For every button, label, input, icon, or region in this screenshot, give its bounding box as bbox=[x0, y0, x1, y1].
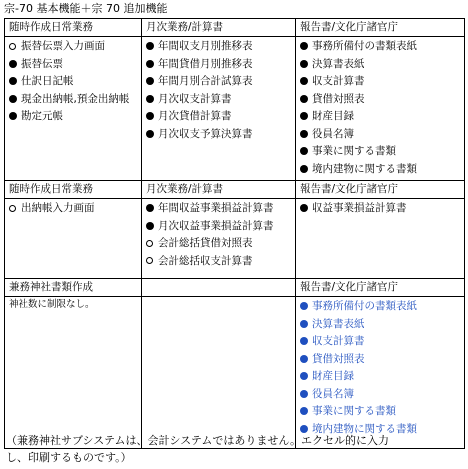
filled-circle-icon bbox=[146, 42, 154, 50]
section-3-col3-header: 報告書/文化庁諸官庁 bbox=[296, 279, 465, 297]
footnote-line-2: し、印刷するものです。） bbox=[6, 451, 132, 464]
list-item-label: 年間収支月別推移表 bbox=[158, 40, 253, 52]
list-item-label: 会計総括収支計算書 bbox=[158, 254, 253, 267]
list-item-label: 年間貸借月別推移表 bbox=[158, 57, 253, 70]
list-item-label: 振替伝票入力画面 bbox=[21, 40, 105, 52]
footnote-line-1: （兼務神社サブシステムは、会計システムではありません。エクセル的に入力 bbox=[6, 434, 390, 447]
list-item bbox=[300, 38, 460, 56]
filled-circle-icon bbox=[146, 112, 154, 120]
shrine-limit-note: 神社数に制限なし。 bbox=[9, 299, 95, 310]
list-item-label: 収益事業損益計算書 bbox=[312, 202, 407, 214]
list-item bbox=[146, 56, 291, 74]
list-item bbox=[146, 253, 291, 271]
section-3-col2-header bbox=[142, 279, 296, 297]
list-item bbox=[300, 91, 460, 109]
section-2-col2-cell bbox=[142, 199, 296, 279]
section-3-col1-header: 兼務神社書類作成 bbox=[5, 279, 142, 297]
list-item-label: 決算書表紙 bbox=[312, 317, 365, 330]
section-2-col2-header: 月次業務/計算書 bbox=[142, 181, 296, 199]
list-item bbox=[300, 386, 460, 404]
list-item bbox=[9, 108, 137, 126]
list-item bbox=[300, 333, 460, 351]
list-item-label: 月次収益事業損益計算書 bbox=[158, 219, 274, 232]
list-item bbox=[146, 200, 291, 218]
list-item bbox=[146, 218, 291, 236]
filled-circle-icon bbox=[146, 95, 154, 103]
filled-circle-icon bbox=[300, 147, 308, 155]
list-item-label: 会計総括貸借対照表 bbox=[158, 237, 253, 249]
list-item-label: 貸借対照表 bbox=[312, 352, 365, 365]
list-item bbox=[300, 143, 460, 161]
list-item bbox=[146, 235, 291, 253]
circle-outline-icon bbox=[9, 43, 16, 50]
list-item bbox=[146, 91, 291, 109]
list-item bbox=[9, 56, 137, 74]
list-item bbox=[300, 161, 460, 179]
list-item-label: 年間月別合計試算表 bbox=[158, 75, 253, 87]
list-item bbox=[9, 38, 137, 56]
filled-circle-icon bbox=[300, 95, 308, 103]
list-item-label: 財産目録 bbox=[312, 110, 354, 122]
section-2-col3-header: 報告書/文化庁諸官庁 bbox=[296, 181, 465, 199]
list-item bbox=[300, 108, 460, 126]
item-list bbox=[146, 38, 291, 143]
filled-circle-icon bbox=[300, 337, 308, 345]
section-2-body-row bbox=[5, 199, 465, 279]
list-item-label: 財産目録 bbox=[312, 370, 354, 382]
section-2-col1-cell bbox=[5, 199, 142, 279]
list-item bbox=[9, 73, 137, 91]
filled-circle-icon bbox=[300, 112, 308, 120]
list-item bbox=[300, 368, 460, 386]
feature-table bbox=[4, 18, 465, 449]
filled-circle-icon bbox=[146, 60, 154, 68]
item-list bbox=[300, 298, 460, 438]
filled-circle-icon bbox=[300, 407, 308, 415]
list-item-label: 貸借対照表 bbox=[312, 92, 365, 105]
section-1-body-row bbox=[5, 37, 465, 181]
list-item bbox=[146, 126, 291, 144]
list-item-label: 事務所備付の書類表紙 bbox=[312, 300, 417, 312]
circle-outline-icon bbox=[146, 257, 153, 264]
filled-circle-icon bbox=[300, 60, 308, 68]
list-item-label: 役員名簿 bbox=[312, 127, 354, 140]
circle-outline-icon bbox=[9, 205, 16, 212]
list-item-label: 事務所備付の書類表紙 bbox=[312, 40, 417, 52]
section-1-col3-cell bbox=[296, 37, 465, 181]
list-item-label: 月次貸借計算書 bbox=[158, 110, 232, 122]
list-item bbox=[300, 298, 460, 316]
section-3-body-row bbox=[5, 297, 465, 449]
section-3-col2-cell bbox=[142, 297, 296, 449]
list-item-label: 振替伝票 bbox=[21, 57, 63, 70]
list-item-label: 境内建物に関する書類 bbox=[312, 162, 417, 175]
item-list bbox=[9, 200, 137, 218]
list-item-label: 勘定元帳 bbox=[21, 110, 63, 122]
list-item-label: 現金出納帳,預金出納帳 bbox=[21, 92, 130, 105]
filled-circle-icon bbox=[300, 372, 308, 380]
list-item-label: 月次収支計算書 bbox=[158, 92, 232, 105]
filled-circle-icon bbox=[146, 204, 154, 212]
section-2-header-row bbox=[5, 181, 465, 199]
list-item-label: 収支計算書 bbox=[312, 75, 365, 87]
list-item-label: 役員名簿 bbox=[312, 387, 354, 400]
item-list bbox=[146, 200, 291, 270]
list-item-label: 事業に関する書類 bbox=[312, 145, 396, 157]
page-title: 宗-70 基本機能＋宗 70 追加機能 bbox=[4, 2, 168, 15]
list-item bbox=[146, 108, 291, 126]
item-list bbox=[300, 38, 460, 178]
filled-circle-icon bbox=[300, 204, 308, 212]
filled-circle-icon bbox=[146, 130, 154, 138]
list-item bbox=[300, 316, 460, 334]
section-2-col1-header: 随時作成日常業務 bbox=[5, 181, 142, 199]
filled-circle-icon bbox=[300, 320, 308, 328]
list-item bbox=[9, 91, 137, 109]
list-item-label: 境内建物に関する書類 bbox=[312, 422, 417, 435]
list-item bbox=[300, 56, 460, 74]
section-3-header-row bbox=[5, 279, 465, 297]
section-2-col3-cell bbox=[296, 199, 465, 279]
section-1-col1-cell bbox=[5, 37, 142, 181]
list-item-label: 収支計算書 bbox=[312, 335, 365, 347]
item-list bbox=[300, 200, 460, 218]
section-1-col3-header: 報告書/文化庁諸官庁 bbox=[296, 19, 465, 37]
section-3-col3-cell bbox=[296, 297, 465, 449]
filled-circle-icon bbox=[300, 77, 308, 85]
filled-circle-icon bbox=[146, 77, 154, 85]
filled-circle-icon bbox=[300, 390, 308, 398]
list-item bbox=[300, 73, 460, 91]
filled-circle-icon bbox=[146, 222, 154, 230]
section-3-col1-cell bbox=[5, 297, 142, 449]
section-1-header-row bbox=[5, 19, 465, 37]
filled-circle-icon bbox=[300, 42, 308, 50]
section-1-col2-cell bbox=[142, 37, 296, 181]
list-item-label: 仕訳日記帳 bbox=[21, 75, 74, 87]
filled-circle-icon bbox=[300, 355, 308, 363]
list-item bbox=[300, 200, 460, 218]
filled-circle-icon bbox=[300, 165, 308, 173]
filled-circle-icon bbox=[9, 95, 17, 103]
filled-circle-icon bbox=[9, 60, 17, 68]
list-item-label: 事業に関する書類 bbox=[312, 405, 396, 417]
list-item bbox=[300, 126, 460, 144]
list-item-label: 月次収支予算決算書 bbox=[158, 127, 253, 140]
filled-circle-icon bbox=[300, 302, 308, 310]
list-item-label: 出納帳入力画面 bbox=[21, 202, 95, 214]
list-item bbox=[300, 403, 460, 421]
list-item-label: 決算書表紙 bbox=[312, 57, 365, 70]
filled-circle-icon bbox=[9, 112, 17, 120]
list-item bbox=[146, 38, 291, 56]
list-item bbox=[300, 351, 460, 369]
filled-circle-icon bbox=[9, 77, 17, 85]
footnote bbox=[6, 432, 389, 466]
list-item bbox=[146, 73, 291, 91]
item-list bbox=[9, 38, 137, 126]
list-item bbox=[9, 200, 137, 218]
circle-outline-icon bbox=[146, 240, 153, 247]
list-item-label: 年間収益事業損益計算書 bbox=[158, 202, 274, 214]
section-1-col1-header: 随時作成日常業務 bbox=[5, 19, 142, 37]
section-1-col2-header: 月次業務/計算書 bbox=[142, 19, 296, 37]
filled-circle-icon bbox=[300, 130, 308, 138]
